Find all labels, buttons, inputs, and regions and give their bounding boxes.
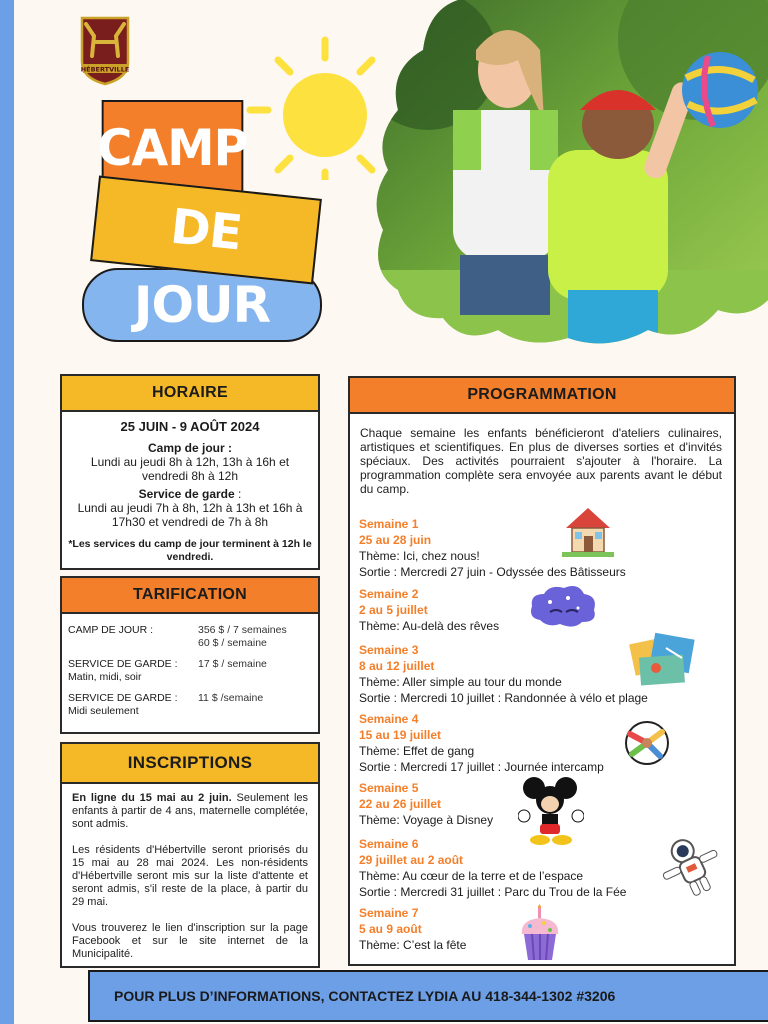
tarif-price: 11 $ /semaine — [198, 692, 264, 704]
house-icon — [562, 502, 614, 558]
week-sortie: Sortie : Mercredi 31 juillet : Parc du Trou de la Fée — [359, 885, 627, 899]
week-number: Semaine 5 — [359, 781, 419, 795]
week-theme: Thème: C’est la fête — [359, 938, 467, 952]
inscriptions-p1-rest: Seulement les enfants à partir de 4 ans, maternelle complétée, sont admis. — [72, 792, 309, 830]
week-dates: 2 au 5 juillet — [359, 603, 428, 617]
tarif-row — [68, 658, 312, 684]
team-hands-icon — [624, 720, 670, 766]
hero-photo — [368, 0, 768, 350]
tarif-label: CAMP DE JOUR : — [68, 624, 153, 636]
week-theme: Thème: Au-delà des rêves — [359, 619, 500, 633]
week-theme: Thème: Effet de gang — [359, 744, 475, 758]
week-block — [359, 836, 626, 900]
title-camp: CAMP — [102, 100, 244, 196]
tarif-price: 356 $ / 7 semaines — [198, 624, 287, 636]
week-block — [359, 711, 604, 775]
week-sortie: Sortie : Mercredi 10 juillet : Randonnée à vélo et plage — [359, 691, 648, 705]
week-theme: Thème: Aller simple au tour du monde — [359, 675, 562, 689]
week-dates: 8 au 12 juillet — [359, 659, 435, 673]
inscriptions-p3: Vous trouverez le lien d'inscription sur la page Facebook et sur le site internet de la Municipalité. — [72, 922, 308, 960]
horaire-panel: HORAIRE 25 JUIN - 9 AOÛT 2024 Camp de jour : Lundi au jeudi 8h à 12h, 13h à 16h et vendredi 8h à 12h Service de garde : Lundi au jeudi 7h à 8h, 12h à 13h et 16h à 17h30 et vendredi de 7h à 8h *Les services du camp de jour terminent à 12h le vendredi. — [60, 374, 320, 570]
horaire-dates: 25 JUIN - 9 AOÛT 2024 — [120, 419, 260, 434]
week-block — [359, 642, 648, 706]
horaire-note: *Les services du camp de jour terminent à 12h le vendredi. — [68, 538, 312, 563]
title-jour: JOUR — [82, 268, 322, 342]
astronaut-icon — [650, 836, 728, 898]
contact-footer: POUR PLUS D’INFORMATIONS, CONTACTEZ LYDIA AU 418-344-1302 #3206 — [88, 970, 768, 1022]
tarif-row — [68, 692, 312, 718]
week-number: Semaine 4 — [359, 712, 419, 726]
week-theme: Thème: Voyage à Disney — [359, 813, 494, 827]
garde-label: Service de garde — [138, 487, 235, 501]
dream-cloud-icon — [528, 584, 598, 634]
inscriptions-header: INSCRIPTIONS — [62, 744, 318, 784]
week-block — [359, 780, 493, 828]
week-dates: 29 juillet au 2 août — [359, 853, 464, 867]
week-number: Semaine 2 — [359, 587, 419, 601]
week-number: Semaine 7 — [359, 906, 419, 920]
week-dates: 5 au 9 août — [359, 922, 422, 936]
week-dates: 15 au 19 juillet — [359, 728, 442, 742]
tarif-sub: Midi seulement — [68, 705, 139, 717]
inscriptions-p2: Les résidents d'Hébertville seront priorisés du 15 mai au 28 mai 2024. Les non-résidents d'Hébertville seront mis sur la liste d'attente et seront admis, s'il reste de la place, à partir du 29 mai. — [72, 844, 308, 908]
week-number: Semaine 3 — [359, 643, 419, 657]
week-number: Semaine 6 — [359, 837, 419, 851]
camp-hours: Lundi au jeudi 8h à 12h, 13h à 16h et vendredi 8h à 12h — [90, 455, 290, 483]
programmation-panel — [348, 376, 736, 966]
horaire-header: HORAIRE — [62, 376, 318, 412]
tarif-label: SERVICE DE GARDE : — [68, 658, 178, 670]
tarif-price-2: 60 $ / semaine — [198, 637, 267, 649]
travel-map-icon — [626, 628, 698, 690]
tarif-sub: Matin, midi, soir — [68, 671, 142, 683]
tarification-panel — [60, 576, 320, 734]
title-de: DE — [90, 176, 322, 285]
programmation-header: PROGRAMMATION — [350, 378, 734, 414]
tarif-price: 17 $ / semaine — [198, 658, 267, 670]
programmation-intro: Chaque semaine les enfants bénéficieront d'ateliers culinaires, artistiques et scientifiques. En plus de diverses sorties et d'invités spéciaux. Des activités pourraient s'ajouter à l'horaire. La programmation complète sera envoyée aux parents avant le début du camp. — [360, 426, 722, 496]
sun-icon — [240, 30, 390, 180]
logo-text: HÉBERTVILLE — [80, 65, 130, 74]
tarif-row — [68, 624, 312, 650]
mickey-icon — [518, 776, 584, 848]
week-theme: Thème: Ici, chez nous! — [359, 549, 480, 563]
hebertville-logo — [80, 16, 130, 86]
garde-hours: Lundi au jeudi 7h à 8h, 12h à 13h et 16h à 17h30 et vendredi de 7h à 8h — [77, 501, 303, 529]
week-dates: 25 au 28 juin — [359, 533, 432, 547]
week-number: Semaine 1 — [359, 517, 419, 531]
week-block — [359, 905, 466, 953]
cupcake-icon — [518, 904, 562, 962]
week-dates: 22 au 26 juillet — [359, 797, 442, 811]
tarif-label: SERVICE DE GARDE : — [68, 692, 178, 704]
week-sortie: Sortie : Mercredi 27 juin - Odyssée des Bâtisseurs — [359, 565, 626, 579]
week-block — [359, 586, 499, 634]
camp-label: Camp de jour : — [147, 441, 232, 455]
tarification-header: TARIFICATION — [62, 578, 318, 614]
inscriptions-panel — [60, 742, 320, 968]
left-accent-bar — [0, 0, 14, 1024]
inscriptions-dates: En ligne du 15 mai au 2 juin. — [72, 792, 232, 804]
week-sortie: Sortie : Mercredi 17 juillet : Journée intercamp — [359, 760, 604, 774]
week-theme: Thème: Au cœur de la terre et de l’espace — [359, 869, 584, 883]
inscriptions-p1 — [72, 792, 308, 831]
